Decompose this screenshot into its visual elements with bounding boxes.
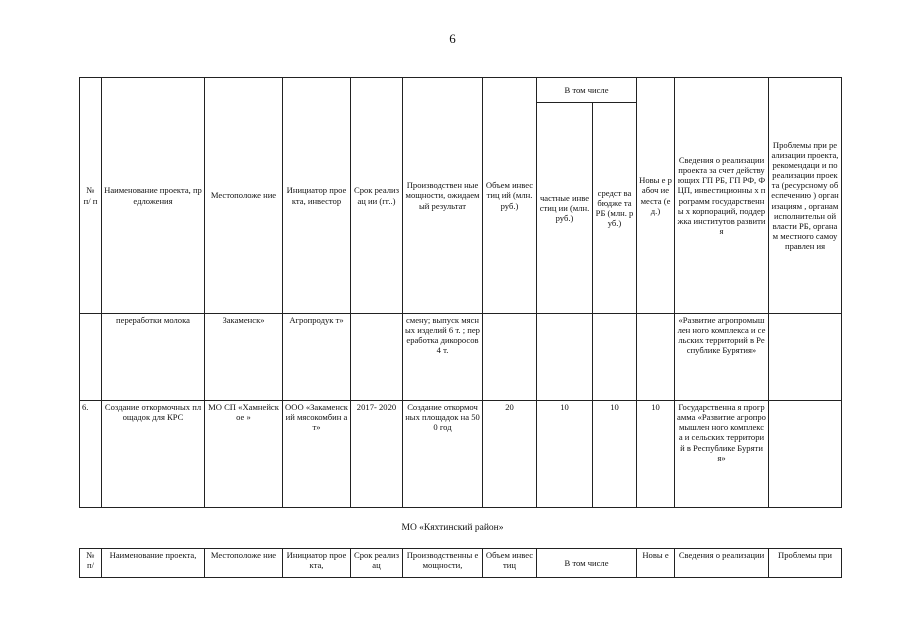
cell-location: Закаменск»: [205, 314, 283, 401]
header-programs: Сведения о реализации: [675, 549, 769, 578]
cell-budget: [593, 314, 637, 401]
header-including: В том числе: [537, 549, 637, 578]
section-title: МО «Кяхтинский район»: [401, 523, 504, 533]
projects-table: [79, 77, 842, 508]
header-problems: Проблемы при реализации проекта, рекомендаци и по реализации проекта (ресурсному обеспечению ) организациям , органам исполнительн ой власти РБ, органам местного самоуправлен ия: [769, 78, 842, 314]
cell-capacity: Создание откормочных площадок на 500 год: [403, 401, 483, 508]
header-num: № п/: [80, 549, 102, 578]
header-jobs: Новы е рабоч ие места (ед.): [637, 78, 675, 314]
cell-initiator: ООО «Закаменск ий мясокомбин ат»: [283, 401, 351, 508]
header-initiator: Инициатор проекта, инвестор: [283, 78, 351, 314]
cell-problems: [769, 314, 842, 401]
header-name: Наименование проекта,: [102, 549, 205, 578]
header-capacity: Производствен ные мощности, ожидаемый результат: [403, 78, 483, 314]
cell-jobs: [637, 314, 675, 401]
cell-num: [80, 314, 102, 401]
header-budget: средст ва бюдже та РБ (млн. руб.): [593, 103, 637, 314]
header-problems: Проблемы при: [769, 549, 842, 578]
table-header-row: [80, 78, 842, 103]
cell-name: переработки молока: [102, 314, 205, 401]
header-location: Местоположе ние: [205, 78, 283, 314]
cell-num: 6.: [80, 401, 102, 508]
cell-private: [537, 314, 593, 401]
header-term: Срок реализац ии (гг..): [351, 78, 403, 314]
header-private: частные инвестиц ии (млн. руб.): [537, 103, 593, 314]
header-num: № п/ п: [80, 78, 102, 314]
cell-capacity: смену; выпуск мясных изделий 6 т. ; переработка дикоросов 4 т.: [403, 314, 483, 401]
table-row: [80, 401, 842, 508]
cell-jobs: 10: [637, 401, 675, 508]
cell-term: 2017- 2020: [351, 401, 403, 508]
header-jobs: Новы е: [637, 549, 675, 578]
header-term: Срок реализац: [351, 549, 403, 578]
header-name: Наименование проекта, предложения: [102, 78, 205, 314]
cell-problems: [769, 401, 842, 508]
header-including: В том числе: [537, 78, 637, 103]
header-location: Местоположе ние: [205, 549, 283, 578]
cell-volume: 20: [483, 401, 537, 508]
table-row: [80, 314, 842, 401]
projects-table-continued: [79, 548, 842, 578]
header-capacity: Производственны е мощности,: [403, 549, 483, 578]
cell-budget: 10: [593, 401, 637, 508]
header-volume: Объем инвестиц: [483, 549, 537, 578]
page-number: 6: [449, 31, 456, 46]
table-header-row: [80, 549, 842, 578]
header-volume: Объем инвестиц ий (млн. руб.): [483, 78, 537, 314]
cell-name: Создание откормочных площадок для КРС: [102, 401, 205, 508]
cell-term: [351, 314, 403, 401]
cell-volume: [483, 314, 537, 401]
cell-programs: Государственна я программа «Развитие агропромышлен ного комплекса и сельских территорий в Республике Бурятия»: [675, 401, 769, 508]
cell-location: МО СП «Хамнейское »: [205, 401, 283, 508]
cell-initiator: Агропродук т»: [283, 314, 351, 401]
header-initiator: Инициатор проекта,: [283, 549, 351, 578]
cell-private: 10: [537, 401, 593, 508]
cell-programs: «Развитие агропромышлен ного комплекса и сельских территорий в Республике Бурятия»: [675, 314, 769, 401]
header-programs: Сведения о реализации проекта за счет действующих ГП РБ, ГП РФ, ФЦП, инвестиционны х программ государственны х корпораций, поддержка институтов развития: [675, 78, 769, 314]
